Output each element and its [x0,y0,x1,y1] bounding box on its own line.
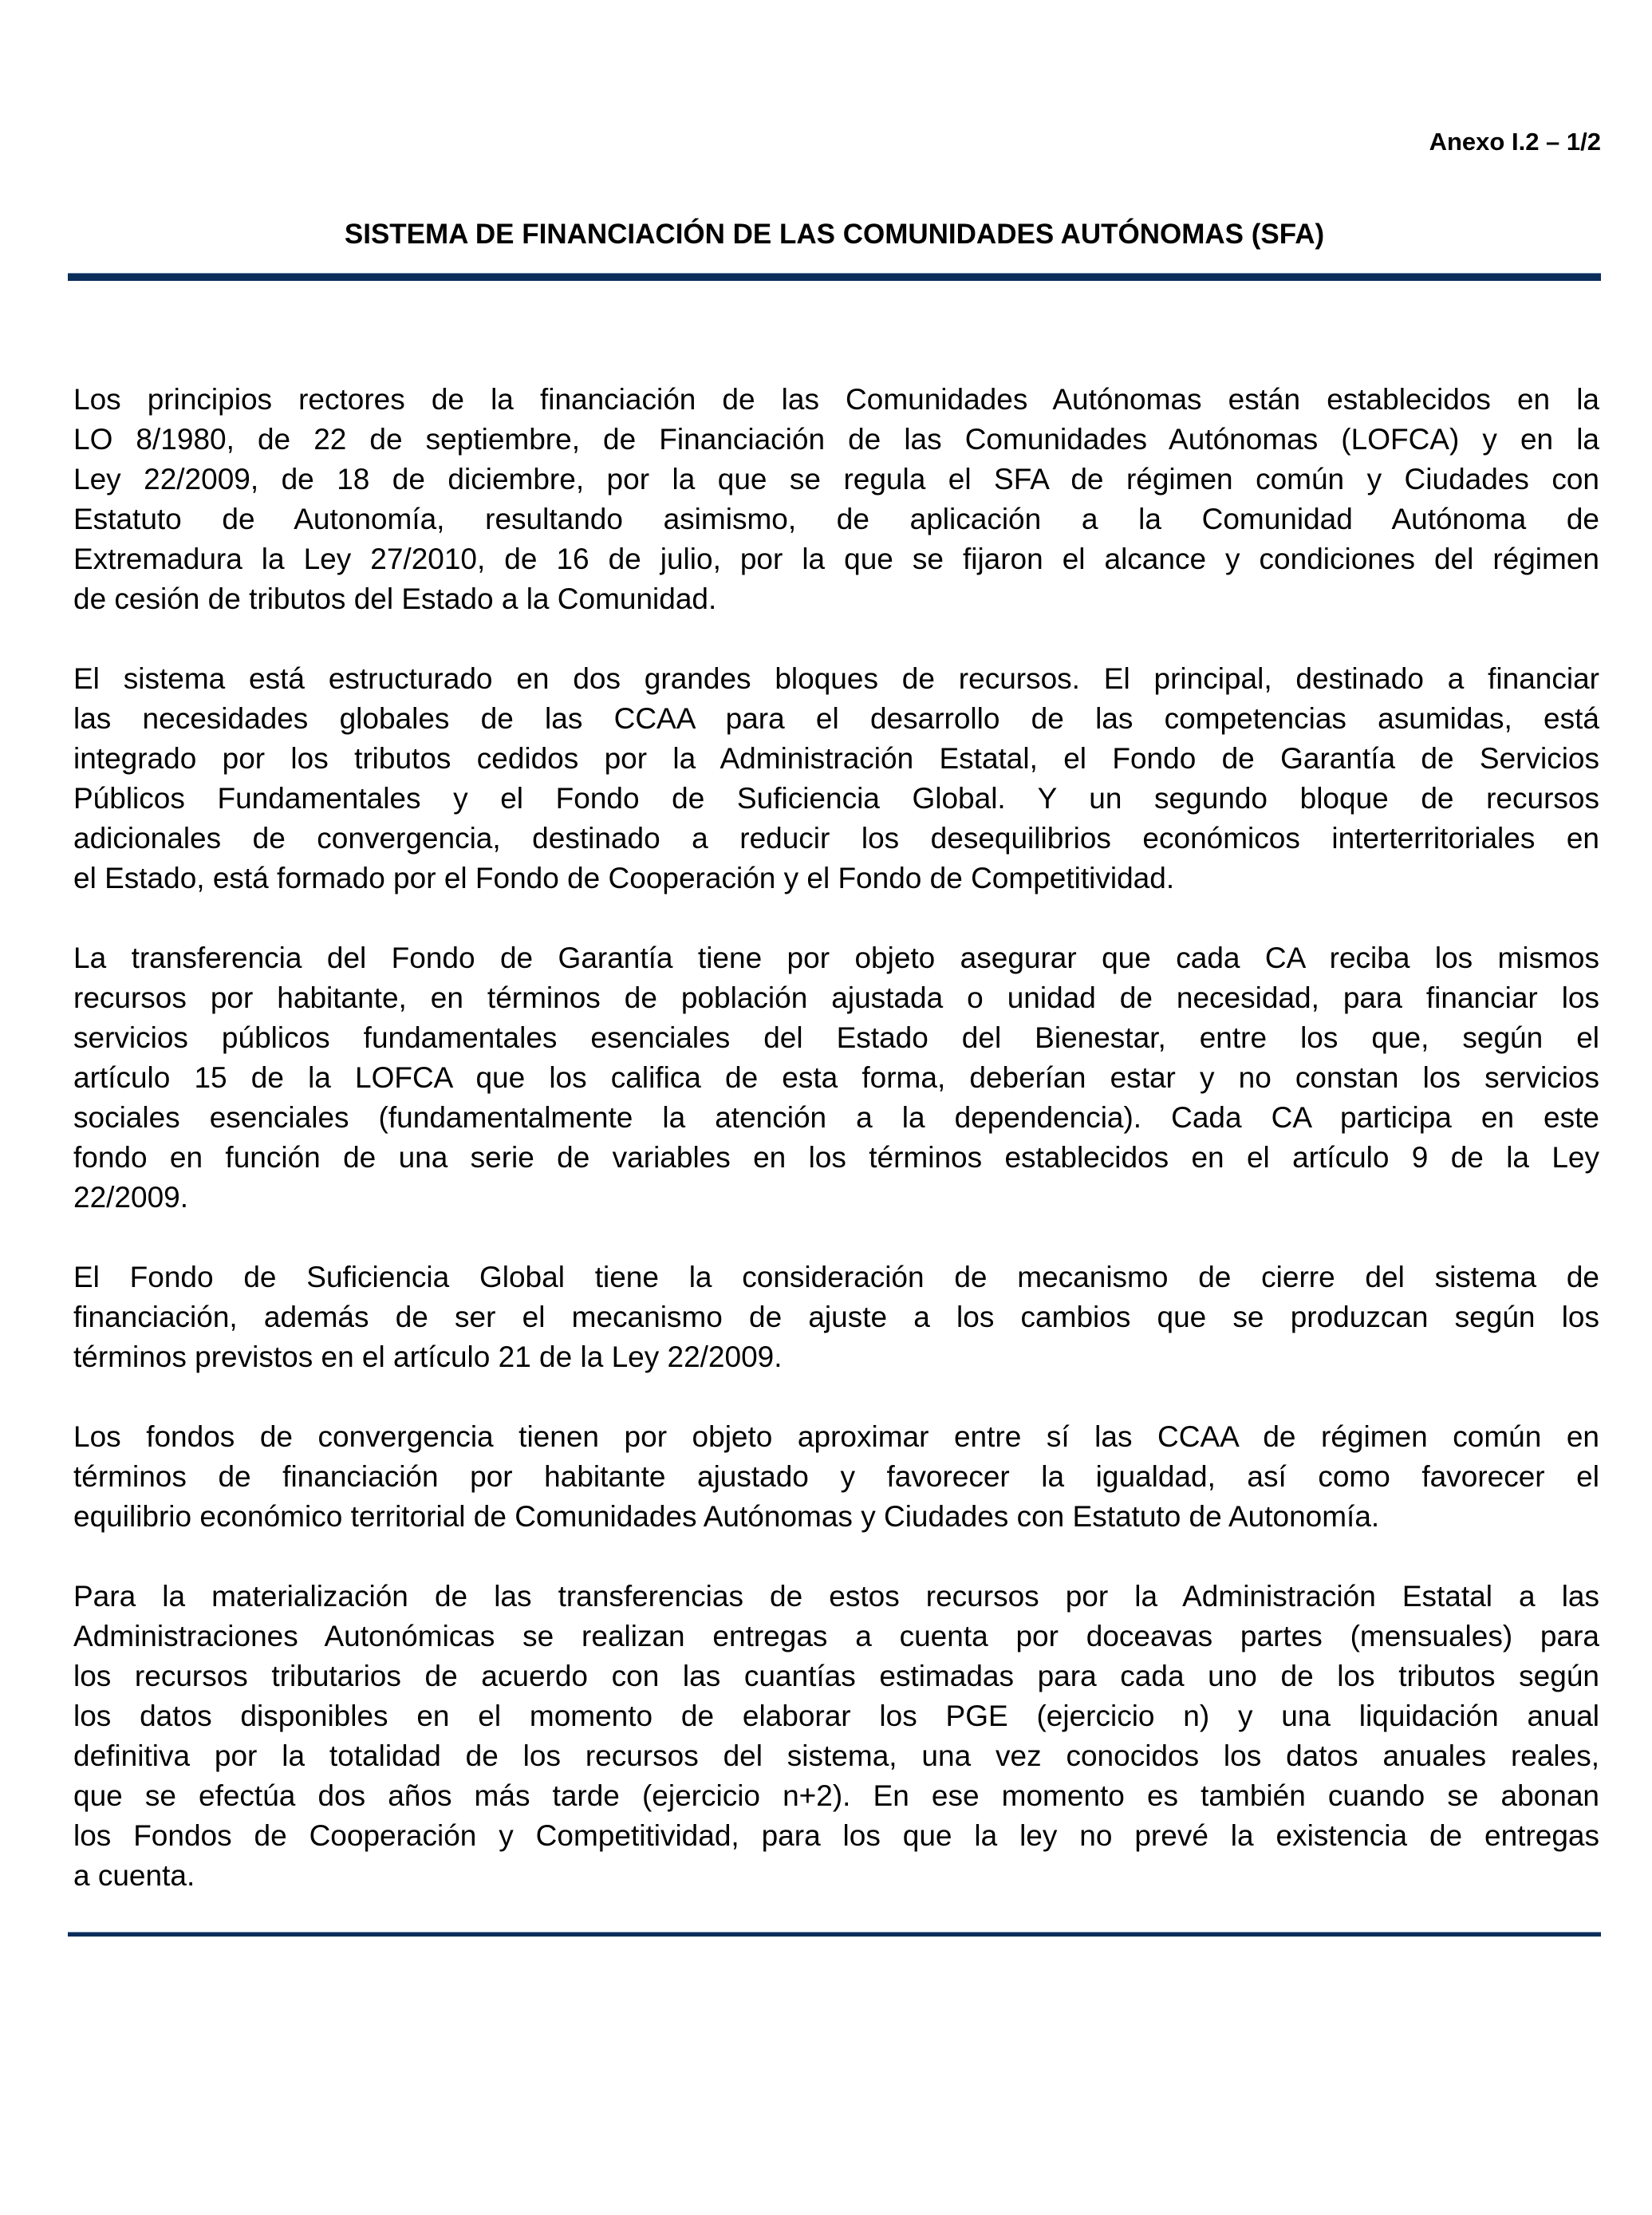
paragraph-line: las necesidades globales de las CCAA para el desarrollo de las competencias asumidas, está [73,702,1599,735]
paragraph-line: términos de financiación por habitante ajustado y favorecer la igualdad, así como favorecer el [73,1460,1599,1493]
paragraph-line: Administraciones Autonómicas se realizan entregas a cuenta por doceavas partes (mensuales) para [73,1620,1599,1652]
paragraph-line: términos previstos en el artículo 21 de la Ley 22/2009. [73,1340,783,1373]
paragraph-line: a cuenta. [73,1859,195,1892]
paragraph [73,1577,1599,1896]
paragraph-line: El Fondo de Suficiencia Global tiene la consideración de mecanismo de cierre del sistema de [73,1261,1599,1293]
paragraph-line: servicios públicos fundamentales esenciales del Estado del Bienestar, entre los que, según el [73,1021,1599,1054]
paragraph-line: El sistema está estructurado en dos grandes bloques de recursos. El principal, destinado a financiar [73,662,1599,695]
paragraph [73,380,1599,619]
bottom-divider [68,1932,1601,1937]
page-title: SISTEMA DE FINANCIACIÓN DE LAS COMUNIDADES AUTÓNOMAS (SFA) [344,219,1325,250]
paragraph-line: artículo 15 de la LOFCA que los califica de esta forma, deberían estar y no constan los servicios [73,1061,1599,1094]
annex-label: Anexo I.2 – 1/2 [1429,128,1601,156]
paragraph-line: sociales esenciales (fundamentalmente la atención a la dependencia). Cada CA participa en este [73,1101,1599,1134]
paragraph-line: equilibrio económico territorial de Comunidades Autónomas y Ciudades con Estatuto de Autonomía. [73,1500,1380,1533]
paragraph-line: 22/2009. [73,1181,189,1214]
paragraph-line: los recursos tributarios de acuerdo con las cuantías estimadas para cada uno de los tributos según [73,1660,1599,1692]
top-divider [68,273,1601,281]
paragraph-line: los Fondos de Cooperación y Competitividad, para los que la ley no prevé la existencia de entregas [73,1819,1599,1852]
paragraph-line: Extremadura la Ley 27/2010, de 16 de julio, por la que se fijaron el alcance y condiciones del régimen [73,543,1599,575]
paragraph-line: que se efectúa dos años más tarde (ejercicio n+2). En ese momento es también cuando se abonan [73,1779,1599,1812]
paragraph [73,1417,1599,1537]
paragraph-line: adicionales de convergencia, destinado a reducir los desequilibrios económicos interterritoriales en [73,822,1599,855]
paragraph-line: Estatuto de Autonomía, resultando asimismo, de aplicación a la Comunidad Autónoma de [73,503,1599,535]
paragraph-line: definitiva por la totalidad de los recursos del sistema, una vez conocidos los datos anuales reales, [73,1739,1599,1772]
paragraph-line: Los fondos de convergencia tienen por objeto aproximar entre sí las CCAA de régimen común en [73,1420,1599,1453]
paragraph-line: financiación, además de ser el mecanismo de ajuste a los cambios que se produzcan según los [73,1301,1599,1333]
paragraph-line: los datos disponibles en el momento de elaborar los PGE (ejercicio n) y una liquidación anual [73,1700,1599,1732]
paragraph-line: integrado por los tributos cedidos por la Administración Estatal, el Fondo de Garantía de Servicios [73,742,1599,775]
paragraph-line: recursos por habitante, en términos de población ajustada o unidad de necesidad, para financiar los [73,981,1599,1014]
paragraph [73,1258,1599,1377]
paragraph-line: La transferencia del Fondo de Garantía tiene por objeto asegurar que cada CA reciba los mismos [73,942,1599,974]
paragraph-line: Públicos Fundamentales y el Fondo de Suficiencia Global. Y un segundo bloque de recursos [73,782,1599,815]
document-body [73,380,1599,1936]
paragraph-line: Los principios rectores de la financiación de las Comunidades Autónomas están establecidos en la [73,383,1599,416]
paragraph [73,659,1599,898]
paragraph-line: Para la materialización de las transferencias de estos recursos por la Administración Estatal a las [73,1580,1599,1613]
paragraph-line: Ley 22/2009, de 18 de diciembre, por la que se regula el SFA de régimen común y Ciudades con [73,463,1599,496]
paragraph-line: fondo en función de una serie de variables en los términos establecidos en el artículo 9 de la Ley [73,1141,1599,1174]
paragraph [73,938,1599,1218]
paragraph-line: de cesión de tributos del Estado a la Comunidad. [73,582,717,615]
paragraph-line: el Estado, está formado por el Fondo de Cooperación y el Fondo de Competitividad. [73,862,1175,894]
paragraph-line: LO 8/1980, de 22 de septiembre, de Financiación de las Comunidades Autónomas (LOFCA) y en la [73,423,1599,456]
